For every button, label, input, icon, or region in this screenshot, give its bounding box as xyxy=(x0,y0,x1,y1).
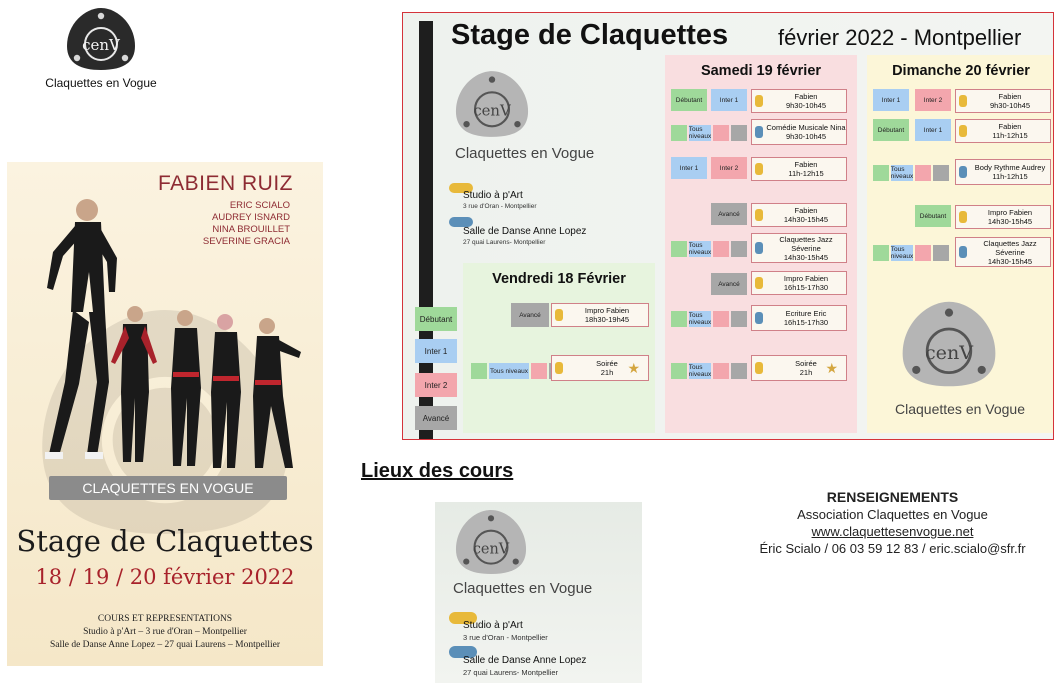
class-name: Body Rythme Audrey xyxy=(974,163,1046,172)
info-block xyxy=(730,489,1055,557)
level-square-debutant xyxy=(671,311,687,327)
level-square-inter2 xyxy=(713,363,729,379)
claquettes-logo-icon xyxy=(65,6,137,72)
level-square-debutant xyxy=(671,125,687,141)
legend-avance: Avancé xyxy=(415,406,457,430)
shoe-yellow-icon xyxy=(755,209,763,221)
class-time: 14h30-15h45 xyxy=(987,217,1033,226)
class-name: Impro Fabien xyxy=(987,208,1033,217)
level-square-inter2 xyxy=(915,165,931,181)
class-slot xyxy=(751,305,847,331)
svg-text:cenV: cenV xyxy=(924,341,974,364)
shoe-blue-icon xyxy=(959,246,967,258)
saturday-title: Samedi 19 février xyxy=(700,63,822,79)
sunday-title: Dimanche 20 février xyxy=(892,63,1030,79)
shoe-yellow-icon xyxy=(959,95,967,107)
class-slot xyxy=(955,159,1051,185)
level-tag: Inter 1 xyxy=(711,89,747,111)
level-tag: Inter 2 xyxy=(915,89,951,111)
schedule-board xyxy=(402,12,1054,440)
class-time: 9h30-10h45 xyxy=(785,101,827,110)
class-slot xyxy=(955,205,1051,229)
level-tag: Tous niveaux xyxy=(489,363,529,379)
class-slot xyxy=(955,119,1051,143)
level-tag: Tous niveaux xyxy=(688,242,712,256)
poster-band: CLAQUETTES EN VOGUE xyxy=(49,476,287,500)
level-square-avance xyxy=(731,241,747,257)
legend-inter2: Inter 2 xyxy=(415,373,457,397)
level-square-avance xyxy=(731,363,747,379)
class-name: Soirée xyxy=(596,359,618,368)
poster-name: NINA BROUILLET xyxy=(212,224,290,235)
class-name: Fabien xyxy=(998,92,1022,101)
level-tag: Tous niveaux xyxy=(890,246,914,260)
class-time: 9h30-10h45 xyxy=(989,101,1031,110)
lieux-title: Lieux des cours xyxy=(361,460,514,482)
class-time: 18h30-19h45 xyxy=(584,315,630,324)
event-poster xyxy=(7,162,323,666)
class-time: 21h xyxy=(600,368,614,377)
level-square-debutant xyxy=(671,241,687,257)
poster-line: Studio à p'Art – 3 rue d'Oran – Montpellier xyxy=(83,627,247,637)
info-title: RENSEIGNEMENTS xyxy=(826,489,959,505)
level-square-inter2 xyxy=(713,241,729,257)
class-slot xyxy=(751,271,847,295)
star-icon: ★ xyxy=(825,360,838,376)
class-slot xyxy=(955,89,1051,113)
poster-name: AUDREY ISNARD xyxy=(212,212,290,223)
class-time: 11h-12h15 xyxy=(788,169,824,178)
venue-name: Studio à p'Art xyxy=(463,620,523,631)
shoe-blue-icon xyxy=(755,126,763,138)
level-tag: Tous niveaux xyxy=(688,126,712,140)
schedule-brand: Claquettes en Vogue xyxy=(455,145,595,162)
level-tag: Tous niveaux xyxy=(890,166,914,180)
friday-title: Vendredi 18 Février xyxy=(492,271,626,287)
class-time: 21h xyxy=(799,368,813,377)
venue-name: Salle de Danse Anne Lopez xyxy=(463,226,587,237)
level-tag: Débutant xyxy=(671,89,707,111)
level-square-inter2 xyxy=(531,363,547,379)
website-link[interactable]: www.claquettesenvogue.net xyxy=(811,524,974,539)
saturday-column xyxy=(665,55,857,433)
poster-name: ERIC SCIALO xyxy=(229,200,290,211)
venue-card-brand: Claquettes en Vogue xyxy=(453,580,593,597)
schedule-title: Stage de Claquettes xyxy=(451,19,729,51)
class-slot xyxy=(751,233,847,263)
venue-name: Studio à p'Art xyxy=(463,190,523,201)
level-square-debutant xyxy=(471,363,487,379)
shoe-yellow-icon xyxy=(755,163,763,175)
class-slot xyxy=(551,355,649,381)
class-slot xyxy=(751,157,847,181)
venue-address: 27 quai Laurens- Montpellier xyxy=(463,668,559,677)
level-tag: Inter 1 xyxy=(873,89,909,111)
shoe-yellow-icon xyxy=(755,362,763,374)
shoe-yellow-icon xyxy=(959,211,967,223)
dancers-photo xyxy=(35,192,305,482)
venue-card xyxy=(435,502,642,683)
schedule-subtitle: février 2022 - Montpellier xyxy=(778,25,1022,50)
level-tag: Inter 1 xyxy=(671,157,707,179)
level-tag: Inter 2 xyxy=(711,157,747,179)
info-association: Association Claquettes en Vogue xyxy=(797,507,988,522)
level-tag: Avancé xyxy=(711,203,747,225)
level-square-avance xyxy=(933,245,949,261)
class-name: Fabien xyxy=(998,122,1022,131)
class-name: Fabien xyxy=(794,92,818,101)
star-icon: ★ xyxy=(627,360,640,376)
class-name: Fabien xyxy=(794,206,818,215)
class-time: 11h-12h15 xyxy=(992,172,1028,181)
poster-main-name: FABIEN RUIZ xyxy=(157,172,293,195)
venue-address: 3 rue d'Oran - Montpellier xyxy=(463,203,537,210)
poster-dates: 18 / 19 / 20 février 2022 xyxy=(35,565,295,589)
class-name: Impro Fabien xyxy=(783,274,829,283)
top-logo xyxy=(26,6,176,98)
info-contact: Éric Scialo / 06 03 59 12 83 / eric.scialo@sfr.fr xyxy=(759,541,1026,556)
venue-logo-icon xyxy=(453,508,529,576)
shoe-yellow-icon xyxy=(555,309,563,321)
schedule-logo-icon xyxy=(453,69,531,139)
class-time: 11h-12h15 xyxy=(992,131,1028,140)
level-square-inter2 xyxy=(713,125,729,141)
shoe-yellow-icon xyxy=(755,277,763,289)
class-name: Ecriture Eric xyxy=(785,309,827,318)
class-slot xyxy=(751,89,847,113)
class-name: Claquettes Jazz Séverine xyxy=(779,234,833,253)
class-name: Claquettes Jazz Séverine xyxy=(983,238,1037,257)
level-square-debutant xyxy=(873,245,889,261)
sunday-column xyxy=(867,55,1054,433)
level-square-avance xyxy=(731,311,747,327)
sunday-logo-icon xyxy=(899,299,999,389)
class-name: Soirée xyxy=(795,359,817,368)
level-tag: Avancé xyxy=(711,273,747,295)
svg-text:cenV: cenV xyxy=(82,36,120,54)
level-tag: Débutant xyxy=(873,119,909,141)
class-time: 9h30-10h45 xyxy=(785,132,827,141)
venue-address: 27 quai Laurens- Montpellier xyxy=(463,239,546,246)
class-time: 14h30-15h45 xyxy=(987,256,1033,266)
class-time: 16h15-17h30 xyxy=(783,283,829,292)
level-square-inter2 xyxy=(713,311,729,327)
level-square-debutant xyxy=(873,165,889,181)
level-tag: Tous niveaux xyxy=(688,364,712,378)
friday-column xyxy=(463,263,655,433)
poster-line: Salle de Danse Anne Lopez – 27 quai Laurens – Montpellier xyxy=(49,640,281,650)
level-tag: Tous niveaux xyxy=(688,312,712,326)
shoe-blue-icon xyxy=(755,242,763,254)
class-slot xyxy=(751,355,847,381)
venue-address: 3 rue d'Oran - Montpellier xyxy=(463,633,548,642)
shoe-yellow-icon xyxy=(959,125,967,137)
level-tag: Débutant xyxy=(915,205,951,227)
class-slot xyxy=(751,203,847,227)
legend-inter1: Inter 1 xyxy=(415,339,457,363)
poster-name: SEVERINE GRACIA xyxy=(202,236,290,247)
legend-debutant: Débutant xyxy=(415,307,457,331)
level-square-avance xyxy=(933,165,949,181)
shoe-yellow-icon xyxy=(755,95,763,107)
class-time: 16h15-17h30 xyxy=(783,318,829,327)
class-slot xyxy=(551,303,649,327)
sunday-brand: Claquettes en Vogue xyxy=(895,401,1025,417)
venue-name: Salle de Danse Anne Lopez xyxy=(463,655,587,666)
poster-title: Stage de Claquettes xyxy=(16,524,314,558)
class-slot xyxy=(751,119,847,145)
level-square-avance xyxy=(731,125,747,141)
svg-text:cenV: cenV xyxy=(473,102,511,120)
shoe-yellow-icon xyxy=(555,362,563,374)
level-square-debutant xyxy=(671,363,687,379)
level-square-inter2 xyxy=(915,245,931,261)
level-tag: Inter 1 xyxy=(915,119,951,141)
svg-text:cenV: cenV xyxy=(472,541,510,558)
class-slot xyxy=(955,237,1051,267)
shoe-blue-icon xyxy=(959,166,967,178)
class-name: Fabien xyxy=(794,160,818,169)
class-name: Comédie Musicale Nina xyxy=(766,123,846,132)
level-tag: Avancé xyxy=(511,303,549,327)
class-name: Impro Fabien xyxy=(584,306,630,315)
class-time: 14h30-15h45 xyxy=(783,215,829,224)
brand-name: Claquettes en Vogue xyxy=(45,76,157,90)
class-time: 14h30-15h45 xyxy=(783,252,829,262)
poster-line: COURS ET REPRESENTATIONS xyxy=(97,614,233,624)
shoe-blue-icon xyxy=(755,312,763,324)
